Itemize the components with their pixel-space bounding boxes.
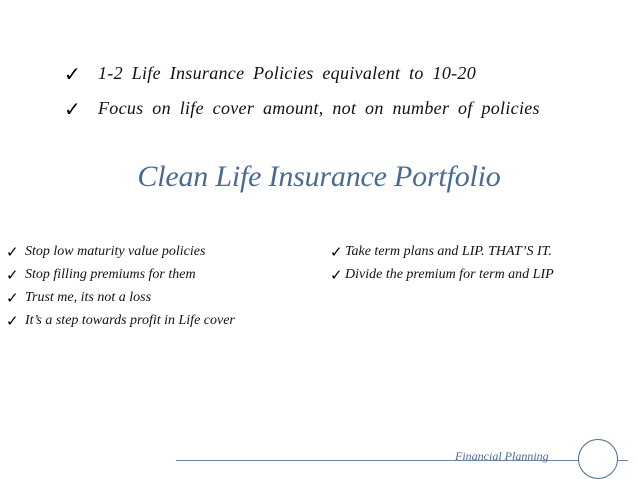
right-bullet-1 (330, 240, 630, 263)
checkmark-icon: ✓ (330, 265, 343, 284)
checkmark-icon: ✓ (64, 61, 82, 86)
left-bullet-2-text: Stop filling premiums for them (25, 266, 196, 282)
left-bullet-1 (6, 240, 316, 263)
checkmark-icon: ✓ (6, 242, 19, 261)
footer-circle-ornament (578, 439, 618, 479)
checkmark-icon: ✓ (6, 288, 19, 307)
checkmark-icon: ✓ (6, 265, 19, 284)
top-bullet-1 (64, 56, 624, 91)
left-bullet-1-text: Stop low maturity value policies (25, 243, 206, 259)
slide-title: Clean Life Insurance Portfolio (137, 160, 501, 193)
left-bullet-3 (6, 286, 316, 309)
right-bullet-list (330, 240, 630, 286)
footer-divider (176, 460, 628, 461)
right-bullet-1-text: Take term plans and LIP. THAT’S IT. (345, 243, 552, 259)
left-bullet-list (6, 240, 316, 332)
left-bullet-4-text: It’s a step towards profit in Life cover (25, 312, 235, 328)
top-bullet-2-text: Focus on life cover amount, not on number of policies (98, 98, 540, 118)
top-bullet-1-text: 1-2 Life Insurance Policies equivalent to 10-20 (98, 63, 477, 83)
footer-label: Financial Planning (455, 449, 549, 463)
left-bullet-3-text: Trust me, its not a loss (25, 289, 152, 305)
right-bullet-2-text: Divide the premium for term and LIP (345, 266, 554, 282)
checkmark-icon: ✓ (64, 96, 82, 121)
checkmark-icon: ✓ (330, 242, 343, 261)
right-bullet-2 (330, 263, 630, 286)
checkmark-icon: ✓ (6, 311, 19, 330)
left-bullet-4 (6, 309, 316, 332)
left-bullet-2 (6, 263, 316, 286)
top-bullet-2 (64, 91, 624, 126)
top-bullet-list (64, 56, 624, 126)
